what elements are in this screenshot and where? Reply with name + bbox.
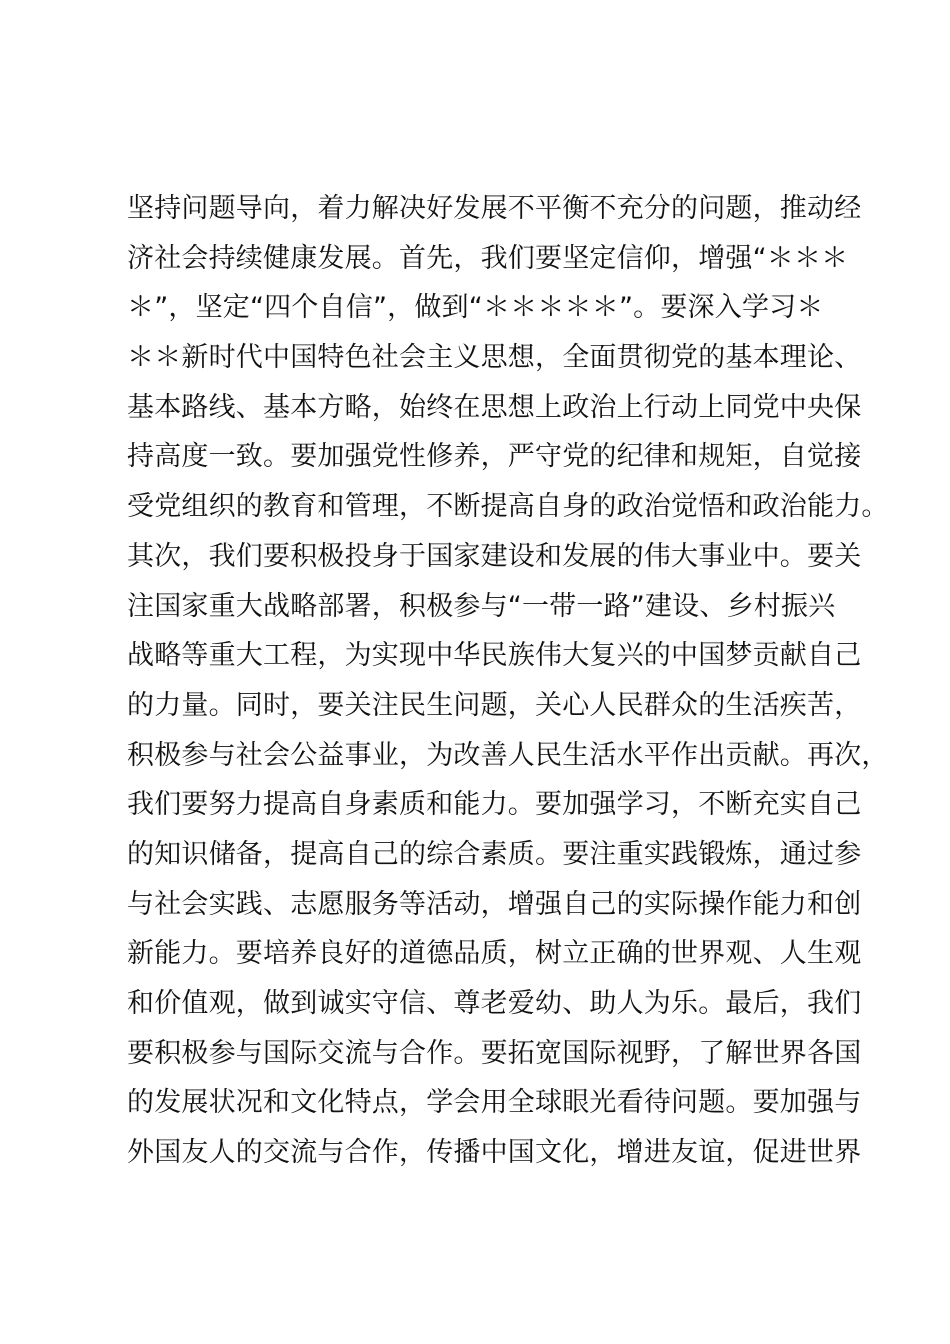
text-line: 的发展状况和文化特点，学会用全球眼光看待问题。要加强与 bbox=[127, 1087, 862, 1119]
text-line: 其次，我们要积极投身于国家建设和发展的伟大事业中。要关 bbox=[127, 540, 862, 572]
text-line: 受党组织的教育和管理，不断提高自身的政治觉悟和政治能力。 bbox=[127, 491, 889, 523]
text-line: 基本路线、基本方略，始终在思想上政治上行动上同党中央保 bbox=[127, 391, 862, 423]
text-line: 注国家重大战略部署，积极参与“一带一路”建设、乡村振兴 bbox=[127, 590, 836, 622]
text-line: ＊＊新时代中国特色社会主义思想，全面贯彻党的基本理论、 bbox=[127, 342, 862, 374]
text-line: 持高度一致。要加强党性修养，严守党的纪律和规矩，自觉接 bbox=[127, 441, 862, 473]
text-line: 和价值观，做到诚实守信、尊老爱幼、助人为乐。最后，我们 bbox=[127, 988, 862, 1019]
text-line: 新能力。要培养良好的道德品质，树立正确的世界观、人生观 bbox=[127, 938, 862, 970]
text-line: 要积极参与国际交流与合作。要拓宽国际视野，了解世界各国 bbox=[127, 1037, 862, 1069]
text-line: 我们要努力提高自身素质和能力。要加强学习，不断充实自己 bbox=[127, 789, 862, 821]
text-line: 与社会实践、志愿服务等活动，增强自己的实际操作能力和创 bbox=[127, 888, 862, 920]
text-line: 济社会持续健康发展。首先，我们要坚定信仰，增强“＊＊＊ bbox=[127, 242, 849, 274]
text-line: 外国友人的交流与合作，传播中国文化，增进友谊，促进世界 bbox=[127, 1137, 862, 1169]
text-line: 的知识储备，提高自己的综合素质。要注重实践锻炼，通过参 bbox=[127, 838, 862, 870]
text-line: 的力量。同时，要关注民生问题，关心人民群众的生活疾苦， bbox=[127, 689, 862, 721]
text-line: 坚持问题导向，着力解决好发展不平衡不充分的问题，推动经 bbox=[127, 193, 862, 224]
text-line: 战略等重大工程，为实现中华民族伟大复兴的中国梦贡献自己 bbox=[127, 640, 862, 672]
body-paragraph bbox=[127, 184, 889, 1178]
text-line: 积极参与社会公益事业，为改善人民生活水平作出贡献。再次， bbox=[127, 739, 889, 771]
text-line: ＊”，坚定“四个自信”，做到“＊＊＊＊＊”。要深入学习＊ bbox=[127, 292, 824, 324]
